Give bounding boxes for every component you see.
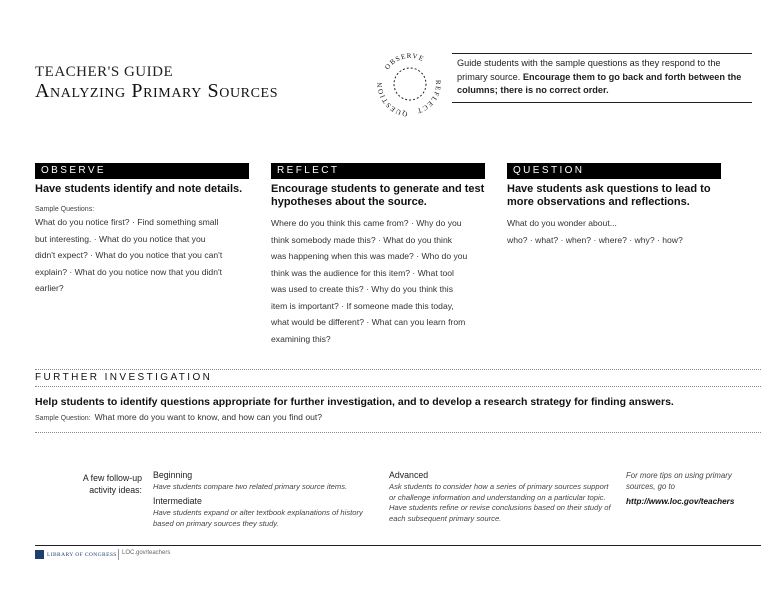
loc-logo-icon — [35, 550, 44, 559]
further-investigation-lead: Help students to identify questions appropriate for further investigation, and to develop a research strategy for finding answers. — [35, 396, 674, 408]
activity-advanced — [389, 470, 614, 524]
guide-text — [457, 57, 749, 98]
follow-up-label-line: A few follow-up — [82, 473, 142, 483]
loc-logo-text: LIBRARY OF CONGRESS — [47, 551, 117, 558]
sample-question-text: What more do you want to know, and how can you find out? — [94, 412, 323, 422]
question-line: who? · what? · when? · where? · why? · how? — [507, 234, 683, 245]
guide-rule-top — [452, 53, 752, 54]
footer-separator — [118, 549, 119, 560]
question-line: was happening when this was made? · Who do you — [271, 251, 468, 261]
activity-text: or challenge information and understanding on a particular topic. — [389, 492, 606, 502]
tips-line: For more tips on using primary — [626, 471, 732, 480]
column-observe — [35, 163, 249, 297]
activity-text: Have students compare two related primary source items. — [153, 482, 348, 491]
activity-beginning — [153, 470, 378, 493]
sample-question-label: Sample Question: — [35, 415, 91, 422]
question-line: What do you wonder about... — [507, 218, 617, 228]
footer-rule — [35, 545, 761, 546]
question-line: examining this? — [271, 333, 331, 344]
activity-text: Have students refine or revise conclusions based on their study of — [389, 503, 611, 512]
question-line: item is important? · If someone made this today, — [271, 300, 454, 311]
column-heading: Have students ask questions to lead to more observations and reflections. — [507, 183, 711, 208]
question-line: was used to create this? · Why do you think this — [271, 284, 453, 294]
activity-title: Advanced — [389, 470, 429, 480]
follow-up-label — [50, 472, 142, 496]
divider-top — [35, 369, 761, 370]
footer-link[interactable]: LOC.gov/teachers — [122, 550, 171, 556]
column-bar-question: QUESTION — [507, 163, 721, 179]
kicker: TEACHER'S GUIDE — [35, 64, 174, 80]
activity-text: each subsequent primary source. — [389, 513, 502, 523]
column-bar-reflect: REFLECT — [271, 163, 485, 179]
column-body — [35, 214, 249, 297]
divider-mid — [35, 386, 761, 387]
question-line: but interesting. · What do you notice that you — [35, 233, 206, 244]
question-line: What do you notice first? · Find something small — [35, 217, 219, 227]
further-sample — [35, 412, 322, 422]
sample-questions-label: Sample Questions: — [35, 206, 95, 213]
cycle-label-observe: OBSERVE — [383, 51, 426, 72]
activity-text: Ask students to consider how a series of primary sources support — [389, 482, 609, 491]
question-line: explain? · What do you notice now that you didn't — [35, 266, 222, 277]
question-line: think was the audience for this item? · What tool — [271, 267, 454, 278]
page-title: Analyzing Primary Sources — [35, 80, 279, 102]
guide-plain: Guide students with the sample questions as they respond to the primary source. — [457, 58, 721, 82]
tips-text — [626, 470, 746, 492]
teachers-link[interactable]: http://www.loc.gov/teachers — [626, 497, 735, 506]
activity-title: Beginning — [153, 470, 193, 480]
question-line: what would be different? · What can you learn from — [271, 317, 466, 327]
library-of-congress-logo — [35, 550, 117, 559]
cycle-label-reflect: REFLECT — [415, 79, 443, 116]
guide-rule-bottom — [452, 102, 752, 103]
column-heading: Have students identify and note details. — [35, 183, 243, 195]
question-line: Where do you think this came from? · Why do you — [271, 218, 462, 228]
activity-title: Intermediate — [153, 496, 202, 506]
column-reflect — [271, 163, 485, 347]
column-heading: Encourage students to generate and test hypotheses about the source. — [271, 183, 485, 208]
question-line: didn't expect? · What do you notice that you can't — [35, 250, 223, 260]
follow-up-label-line: activity ideas: — [89, 485, 142, 495]
activity-text: Have students expand or alter textbook explanations of history — [153, 508, 363, 517]
column-question — [507, 163, 721, 248]
activity-text: based on primary sources they study. — [153, 518, 279, 528]
question-line: think somebody made this? · What do you think — [271, 234, 453, 245]
column-body — [507, 215, 721, 248]
activity-intermediate — [153, 496, 383, 529]
divider-bottom — [35, 432, 761, 433]
column-bar-observe: OBSERVE — [35, 163, 249, 179]
guide-bold: Encourage them to go back and forth between the columns; there is no correct order. — [457, 71, 742, 95]
further-investigation-title: FURTHER INVESTIGATION — [35, 372, 213, 383]
question-line: earlier? — [35, 283, 64, 293]
column-body — [271, 215, 485, 347]
cycle-label-question: QUESTION — [375, 81, 409, 118]
tips-line: sources, go to — [626, 482, 675, 491]
observe-reflect-question-cycle-icon — [372, 46, 448, 122]
